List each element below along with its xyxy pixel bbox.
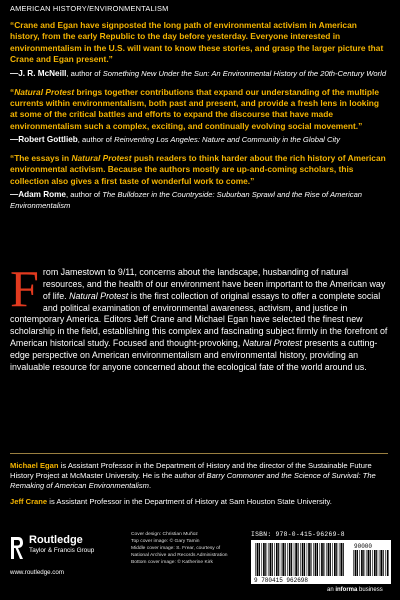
bio-name: Michael Egan xyxy=(10,461,59,470)
barcode-bar xyxy=(307,543,308,576)
barcode-bar xyxy=(374,550,376,576)
barcode-bar xyxy=(282,543,284,576)
editor-bios xyxy=(10,461,388,512)
barcode-bar xyxy=(334,543,336,576)
bio-egan xyxy=(10,461,388,492)
barcode-bar xyxy=(340,543,342,576)
barcode xyxy=(251,540,391,584)
barcode-bar xyxy=(313,543,314,576)
barcode-bar xyxy=(310,543,311,576)
description-text-2: is the first collection of original essays to offer a complete social and political examination of environmental awareness, activism, and justice in contemporary America. Editors Jeff Crane and Michael Egan have selected the finest new scholarship in the field, establishing this complex and fascinating subject firmly in the forefront of American historical study. Focused and thought-provoking, xyxy=(10,290,388,349)
quote-role: , author of xyxy=(66,68,103,78)
quote-role: , author of xyxy=(65,190,103,200)
barcode-bar xyxy=(285,543,286,576)
quote-author: —Robert Gottlieb xyxy=(10,135,78,145)
quote-text xyxy=(10,153,388,187)
publisher-name: Routledge xyxy=(29,534,83,546)
barcode-bar xyxy=(308,543,310,576)
quote-book-title: Natural Protest xyxy=(14,86,75,97)
publisher-block xyxy=(10,534,120,586)
quote-book: The Bulldozer in the Countryside: Suburban Sprawl and the Rise of American Environmentalism xyxy=(10,190,363,211)
quote-text-pre: “The essays in xyxy=(10,153,72,164)
quote-author: —Adam Rome xyxy=(10,190,66,200)
barcode-bar xyxy=(259,543,260,576)
barcode-bar xyxy=(257,543,259,576)
barcode-bar xyxy=(363,550,364,576)
bio-crane xyxy=(10,497,388,507)
barcode-bar xyxy=(281,543,282,576)
quote-book-title: Natural Protest xyxy=(71,153,132,164)
bio-book: Barry Commoner and the Science of Survival: The Remaking of American Environmentalism xyxy=(10,471,376,491)
quote-attribution xyxy=(10,135,388,146)
barcode-bar xyxy=(361,550,363,576)
barcode-bar xyxy=(353,550,354,576)
credit-line: Middle cover image: S. Frear, courtesy of xyxy=(131,545,221,551)
divider xyxy=(10,453,388,454)
barcode-bar xyxy=(355,550,357,576)
barcode-bar xyxy=(387,550,389,576)
cover-footer xyxy=(0,528,400,600)
barcode-bar xyxy=(376,550,377,576)
category-label: AMERICAN HISTORY/ENVIRONMENTALISM xyxy=(10,4,169,13)
endorsements xyxy=(10,20,388,218)
barcode-bar xyxy=(261,543,262,576)
informa-post: business xyxy=(357,587,383,593)
barcode-bar xyxy=(272,543,273,576)
barcode-bar xyxy=(304,543,305,576)
barcode-bar xyxy=(366,550,367,576)
barcode-bar xyxy=(321,543,323,576)
quote-text: “Crane and Egan have signposted the long path of environmental activism in American history, from the early Republic to the day before yesterday. Everyone interested in environmentalism in the U.S. will want to know these stories, and grasp the larger picture that Crane and Egan present.” xyxy=(10,20,384,65)
barcode-bar xyxy=(278,543,279,576)
description-title-2: Natural Protest xyxy=(242,338,302,349)
publisher-subtitle: Taylor & Francis Group xyxy=(29,547,95,554)
quote-text xyxy=(10,87,388,133)
informa-brand: informa xyxy=(335,587,358,593)
quote-attribution xyxy=(10,190,388,211)
barcode-bar xyxy=(289,543,291,576)
barcode-bar xyxy=(287,543,288,576)
barcode-bar xyxy=(336,543,337,576)
description-title-1: Natural Protest xyxy=(69,290,129,301)
barcode-bar xyxy=(332,543,333,576)
bio-end: . xyxy=(149,481,152,491)
barcode-bar xyxy=(255,543,256,576)
barcode-bar xyxy=(323,543,324,576)
informa-tagline xyxy=(327,587,383,593)
endorsement-gottlieb xyxy=(10,87,388,147)
barcode-bar xyxy=(343,543,344,576)
informa-pre: an xyxy=(327,587,336,593)
barcode-bar xyxy=(383,550,384,576)
barcode-bar xyxy=(291,543,292,576)
description-text-1: rom Jamestown to 9/11, concerns about the landscape, husbanding of natural resources, and the health of our environment have been important to the American way of life. xyxy=(42,267,386,301)
barcode-graphic-icon xyxy=(251,540,391,584)
barcode-bar xyxy=(320,543,321,576)
barcode-bar xyxy=(380,550,382,576)
bio-text: is Assistant Professor in the Department of History at Sam Houston State University. xyxy=(47,496,332,506)
barcode-bar xyxy=(372,550,373,576)
quote-author: —J. R. McNeill xyxy=(10,68,67,78)
barcode-bar xyxy=(265,543,266,576)
credit-line: Top cover image: © Gary Tamin xyxy=(131,538,200,544)
credit-line: National Archive and Records Administration xyxy=(131,552,228,558)
bio-name: Jeff Crane xyxy=(10,496,48,506)
barcode-bar xyxy=(263,543,265,576)
drop-cap: F xyxy=(10,261,39,318)
barcode-bar xyxy=(298,543,299,576)
publisher-url: www.routledge.com xyxy=(10,569,64,576)
barcode-bar xyxy=(317,543,318,576)
quote-text-pre: “ xyxy=(10,86,15,97)
quote-role: , author of xyxy=(77,135,115,145)
barcode-bar xyxy=(315,543,317,576)
bio-text: is Assistant Professor in the Department of History and the director of the Sustainable Future History Project at McMaster University. He is the author of xyxy=(10,461,372,481)
description-text-3: presents a cutting-edge perspective on American environmentalism and environmental history, providing an invaluable resource for anyone concerned about the ecological fate of the world around us. xyxy=(10,338,378,372)
isbn-label: ISBN: 978-0-415-96269-8 xyxy=(251,531,345,538)
quote-text-post: push readers to think harder about the rich history of American environmental activism. Because the authors mostly are up-and-coming scholars, this collection also gives a first taste of wonderful work to come.” xyxy=(10,153,386,186)
credit-line: Bottom cover image: © Katherine Kirk xyxy=(131,559,213,565)
quote-book: Something New Under the Sun: An Environmental History of the 20th-Century World xyxy=(102,68,387,78)
barcode-bar xyxy=(274,543,275,576)
credit-line: Cover design: Christian Muñoz xyxy=(131,532,198,537)
endorsement-mcneill xyxy=(10,20,388,80)
barcode-bar xyxy=(359,550,360,576)
barcode-bar xyxy=(300,543,301,576)
barcode-bar xyxy=(326,543,327,576)
barcode-bar xyxy=(385,550,386,576)
endorsement-rome xyxy=(10,153,388,211)
barcode-bar xyxy=(270,543,272,576)
barcode-digits: 9 780415 962698 xyxy=(254,577,309,584)
barcode-bar xyxy=(294,543,295,576)
barcode-bar xyxy=(370,550,371,576)
quote-attribution xyxy=(10,69,388,80)
barcode-bar xyxy=(379,550,380,576)
cover-credits xyxy=(131,532,246,567)
barcode-bar xyxy=(276,543,278,576)
barcode-bar xyxy=(330,543,331,576)
barcode-bar xyxy=(339,543,340,576)
barcode-bar xyxy=(268,543,269,576)
barcode-bar xyxy=(357,550,358,576)
quote-book: Reinventing Los Angeles: Nature and Community in the Global City xyxy=(114,135,341,145)
quote-text-post: brings together contributions that expand our understanding of the multiple currents within environmentalism, both past and present, and provide a fresh lens in looking at some of the critical battles and efforts to expand the discourse that have made environmentalism such a complex, exciting, and continually evolving social movement.” xyxy=(10,86,380,131)
barcode-price-digits: 90000 xyxy=(354,543,373,550)
barcode-bar xyxy=(302,543,304,576)
book-description xyxy=(10,261,388,374)
routledge-logo-icon xyxy=(10,536,24,560)
barcode-bar xyxy=(328,543,330,576)
barcode-bar xyxy=(295,543,297,576)
barcode-bar xyxy=(368,550,370,576)
